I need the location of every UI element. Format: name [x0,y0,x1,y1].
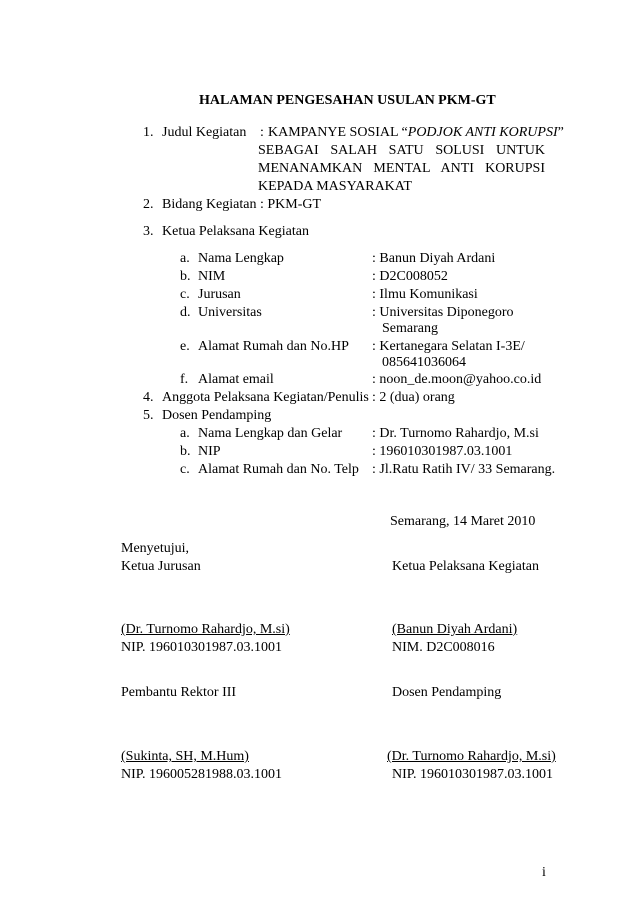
ketua-label-b: NIM [198,269,226,284]
ketua-letter-e: e. [180,339,190,354]
dosen-pendamping-nip: NIP. 196010301987.03.1001 [392,767,554,782]
judul-label: Judul Kegiatan [162,125,247,140]
ketua-value-d: : Universitas Diponegoro [372,305,514,320]
ketua-letter-a: a. [180,251,190,266]
ketua-letter-b: b. [180,269,191,284]
dosen-letter-b: b. [180,444,191,459]
ketua-label-e: Alamat Rumah dan No.HP [198,339,349,354]
dosen-value-c: : Jl.Ratu Ratih IV/ 33 Semarang. [372,462,556,477]
menyetujui-label: Menyetujui, [121,541,190,556]
judul-value-line3: MENANAMKAN MENTAL ANTI KORUPSI [258,161,545,176]
item-number-5: 5. [143,408,154,423]
pembantu-rektor-name: (Sukinta, SH, M.Hum) [121,749,249,764]
judul-colon: : [260,125,264,140]
ketua-value-b: : D2C008052 [372,269,448,284]
ketua-label-d: Universitas [198,305,262,320]
ketua-label-c: Jurusan [198,287,241,302]
dosen-label-c: Alamat Rumah dan No. Telp [198,462,359,477]
ketua-jurusan-nip: NIP. 196010301987.03.1001 [121,640,283,655]
page-number: i [542,865,546,880]
ketua-letter-f: f. [180,372,189,387]
dosen-pendamping-role: Dosen Pendamping [392,685,502,700]
ketua-pelaksana-nim: NIM. D2C008016 [392,640,495,655]
ketua-pelaksana-name: (Banun Diyah Ardani) [392,622,518,637]
pembantu-rektor-nip: NIP. 196005281988.03.1001 [121,767,283,782]
item-number-2: 2. [143,197,154,212]
judul-value-line1 [268,124,564,142]
ketua-value-a: : Banun Diyah Ardani [372,251,496,266]
pembantu-rektor-role: Pembantu Rektor III [121,685,237,700]
ketua-jurusan-role: Ketua Jurusan [121,559,201,574]
dosen-pendamping-name: (Dr. Turnomo Rahardjo, M.si) [387,749,556,764]
page-title: HALAMAN PENGESAHAN USULAN PKM-GT [199,93,496,108]
anggota-label: Anggota Pelaksana Kegiatan/Penulis [162,390,369,405]
dosen-letter-a: a. [180,426,190,441]
ketua-letter-d: d. [180,305,191,320]
dosen-label-b: NIP [198,444,221,459]
ketua-letter-c: c. [180,287,190,302]
judul-value-line2: SEBAGAI SALAH SATU SOLUSI UNTUK [258,143,545,158]
ketua-value-c: : Ilmu Komunikasi [372,287,478,302]
ketua-label-f: Alamat email [198,372,274,387]
ketua-label-a: Nama Lengkap [198,251,284,266]
dosen-value-b: : 196010301987.03.1001 [372,444,513,459]
judul-suffix: ” [557,125,564,140]
bidang-text: Bidang Kegiatan : PKM-GT [162,197,322,212]
item-number-3: 3. [143,224,154,239]
ketua-value-d-cont: Semarang [382,321,438,336]
dosen-heading: Dosen Pendamping [162,408,272,423]
place-date: Semarang, 14 Maret 2010 [390,514,536,529]
judul-value-line4: KEPADA MASYARAKAT [258,179,412,194]
ketua-jurusan-name: (Dr. Turnomo Rahardjo, M.si) [121,622,290,637]
dosen-label-a: Nama Lengkap dan Gelar [198,426,343,441]
ketua-pelaksana-role: Ketua Pelaksana Kegiatan [392,559,539,574]
judul-prefix: KAMPANYE SOSIAL “ [268,125,408,140]
anggota-value: : 2 (dua) orang [372,390,455,405]
ketua-value-e-cont: 085641036064 [382,355,466,370]
judul-italic: PODJOK ANTI KORUPSI [407,125,558,140]
ketua-value-e: : Kertanegara Selatan I-3E/ [372,339,525,354]
ketua-value-f: : noon_de.moon@yahoo.co.id [372,372,542,387]
dosen-value-a: : Dr. Turnomo Rahardjo, M.si [372,426,539,441]
ketua-heading: Ketua Pelaksana Kegiatan [162,224,309,239]
item-number-4: 4. [143,390,154,405]
dosen-letter-c: c. [180,462,190,477]
item-number-1: 1. [143,125,154,140]
